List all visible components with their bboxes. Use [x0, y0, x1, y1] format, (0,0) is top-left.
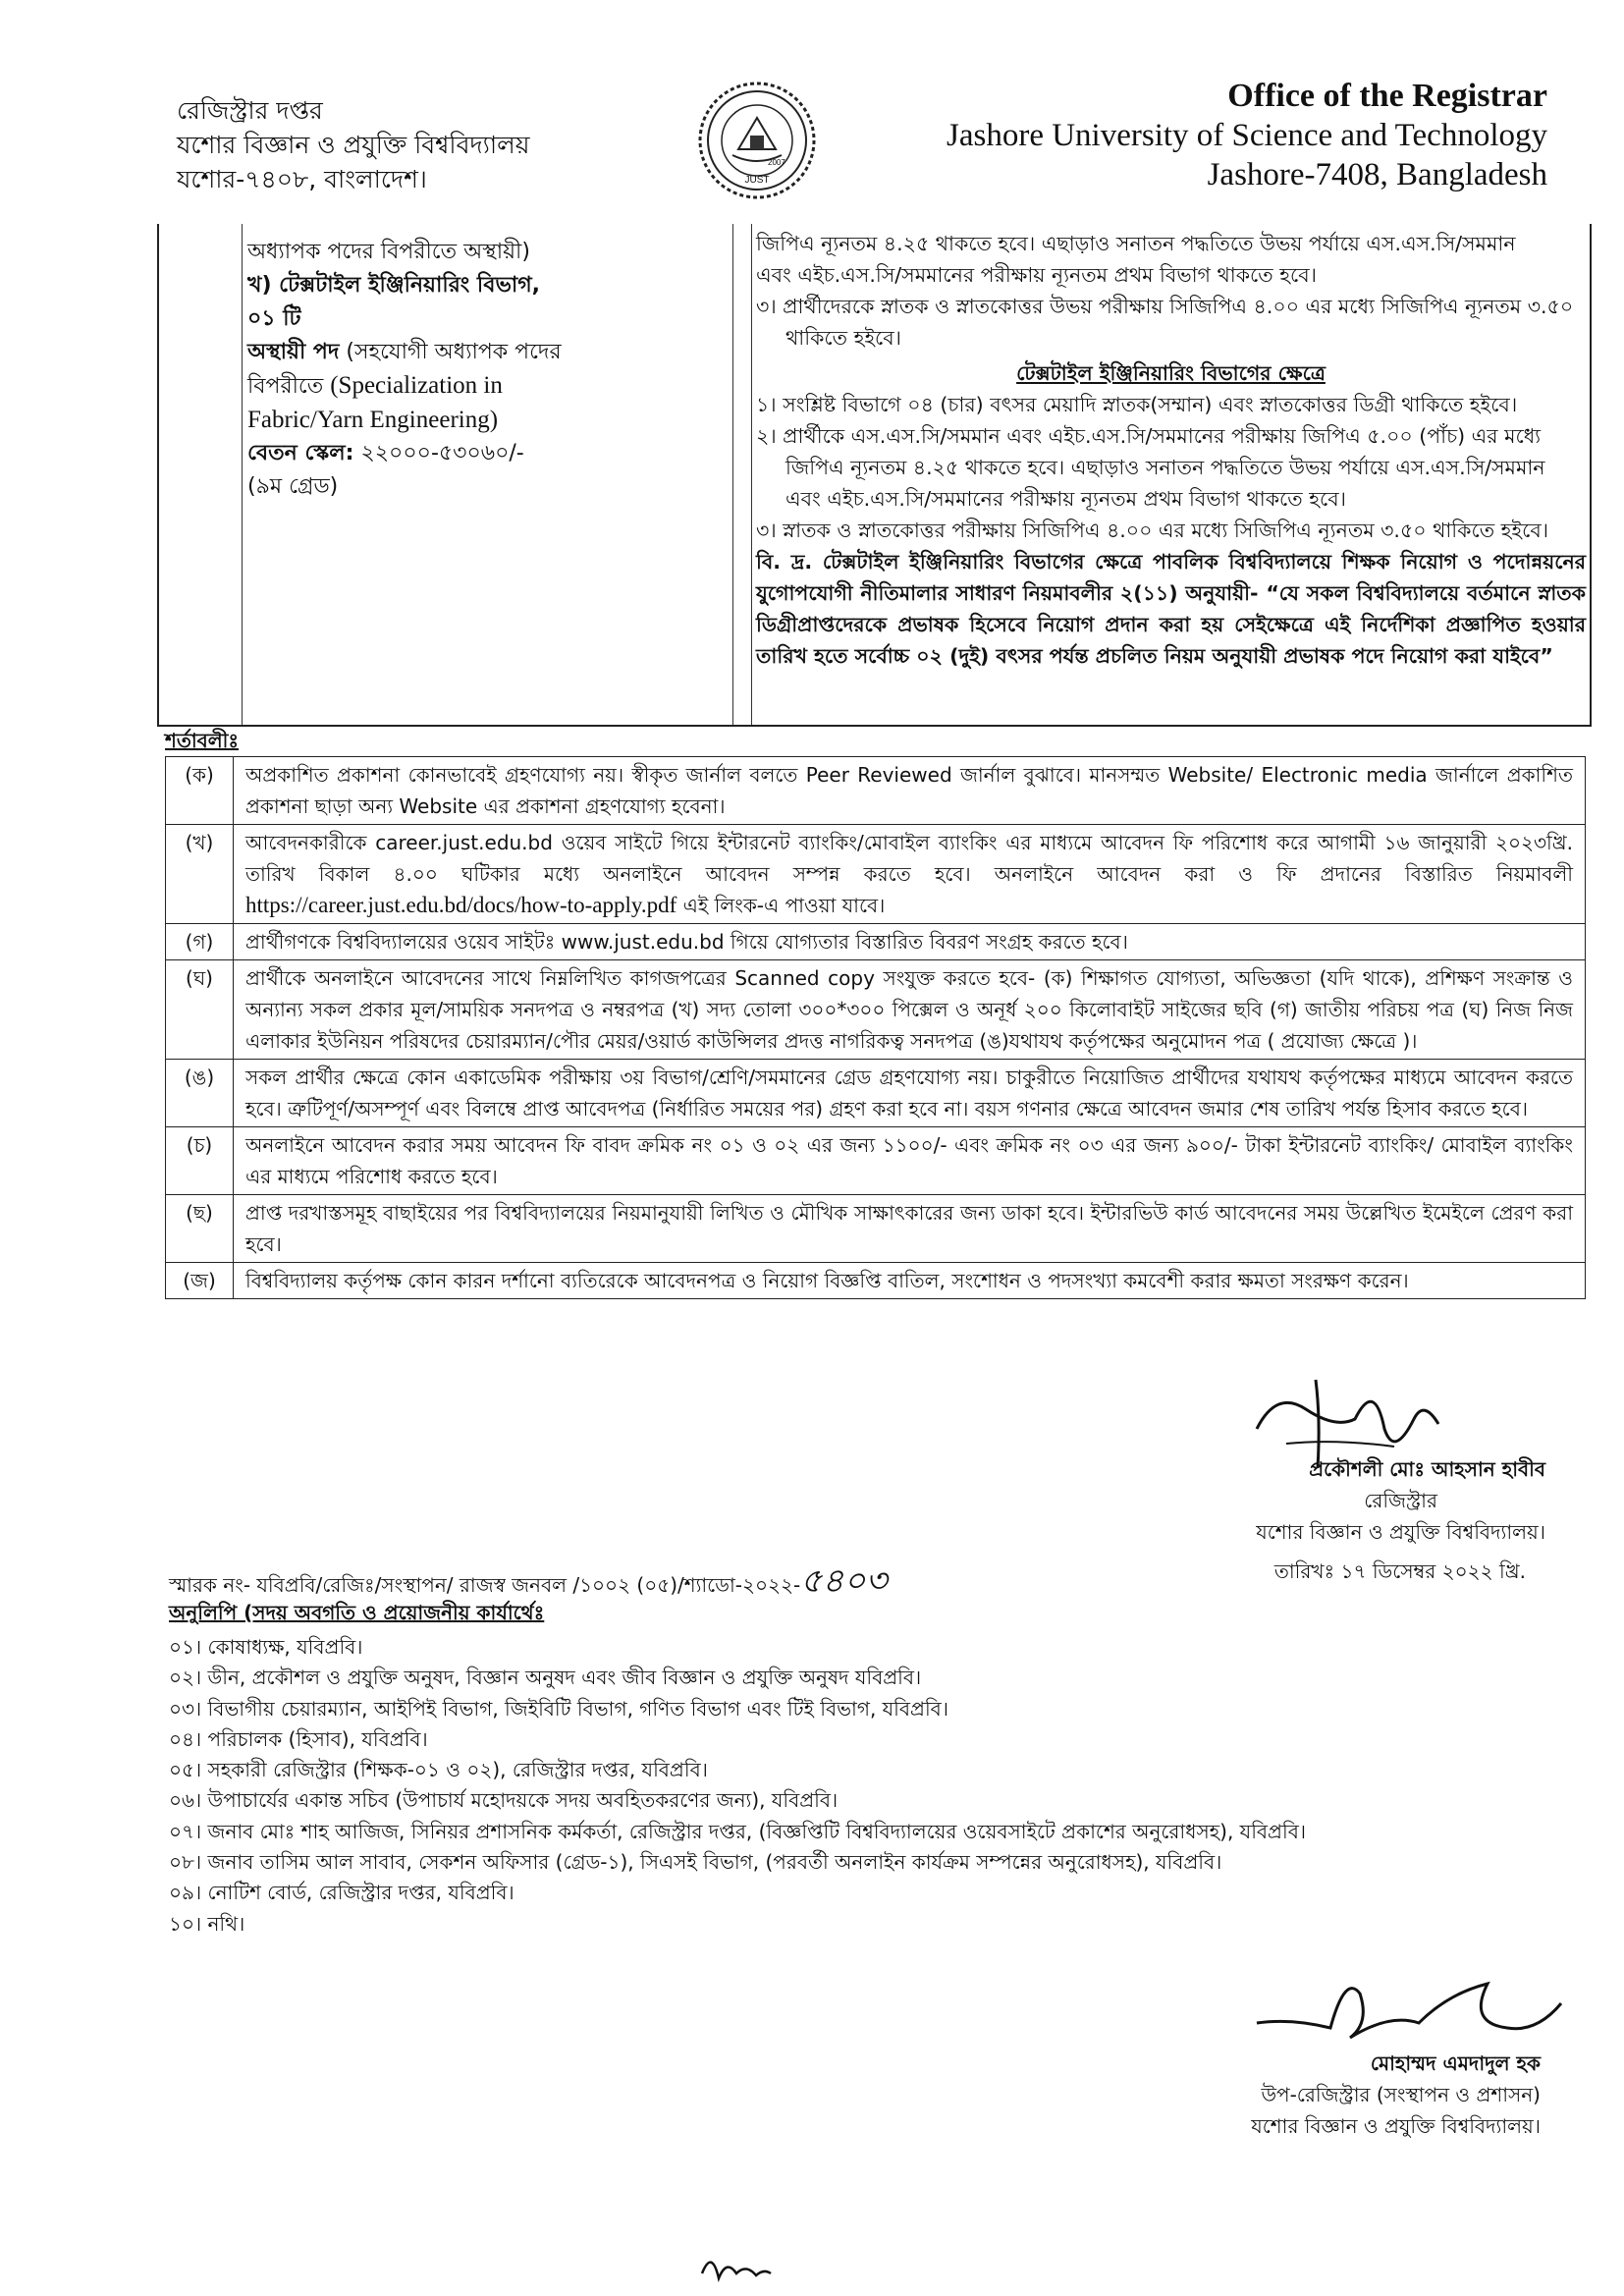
- logo-year: 2007: [768, 158, 785, 167]
- req-item: ১। সংশ্লিষ্ট বিভাগে ০৪ (চার) বৎসর মেয়াদি স্নাতক(সম্মান) এবং স্নাতকোত্তর ডিগ্রী থাকিতে হইবে।: [756, 393, 1518, 416]
- copy-item: ০১। কোষাধ্যক্ষ, যবিপ্রবি।: [169, 1635, 363, 1659]
- condition-key: (ঙ): [166, 1060, 234, 1127]
- post-specialization-field: Fabric/Yarn Engineering): [247, 407, 499, 433]
- pay-scale: [247, 437, 562, 470]
- pay-scale-label: বেতন স্কেল:: [247, 441, 354, 465]
- deputy-registrar-org: যশোর বিজ্ঞান ও প্রযুক্তি বিশ্ববিদ্যালয়।: [1251, 2114, 1541, 2138]
- copy-item: ০৯। নোটিশ বোর্ড, রেজিস্ট্রার দপ্তর, যবিপ্রবি।: [169, 1881, 514, 1905]
- condition-row: [166, 1263, 1586, 1299]
- condition-text: অনলাইনে আবেদন করার সময় আবেদন ফি বাবদ ক্রমিক নং ০১ ও ০২ এর জন্য ১১০০/- এবং ক্রমিক নং ০৩ এর জন্য ৯০০/- টাকা ইন্টারনেট ব্যাংকিং/ মোবাইল ব্যাংকিং এর মাধ্যমে পরিশোধ করতে হবে।: [234, 1127, 1586, 1195]
- deputy-registrar-name-text: মোহাম্মদ এমদাদুল হক: [1370, 2051, 1541, 2075]
- conditions-table: [165, 756, 1586, 1299]
- copy-item: ০৬। উপাচার্যের একান্ত সচিব (উপাচার্য মহোদয়কে সদয় অবহিতকরণের জন্য), যবিপ্রবি।: [169, 1788, 839, 1813]
- registrar-block: [1256, 1453, 1545, 1548]
- condition-row: [166, 757, 1586, 825]
- conditions-label: শর্তাবলীঃ: [165, 729, 240, 752]
- condition-text: প্রাপ্ত দরখাস্তসমূহ বাছাইয়ের পর বিশ্ববিদ্যালয়ের নিয়মানুযায়ী লিখিত ও মৌখিক সাক্ষাৎকারের জন্য ডাকা হবে। ইন্টারভিউ কার্ড আবেদনের সময় উল্লেখিত ইমেইলে প্রেরণ করা হবে।: [234, 1195, 1586, 1263]
- logo-abbr: JUST: [744, 175, 770, 186]
- deputy-registrar-signature: [1252, 1954, 1566, 2052]
- university-name-bn: যশোর বিজ্ঞান ও প্রযুক্তি বিশ্ববিদ্যালয়: [177, 131, 530, 159]
- post-line: [247, 336, 562, 369]
- address-bn: যশোর-৭৪০৮, বাংলাদেশ।: [177, 165, 427, 193]
- post-line: অধ্যাপক পদের বিপরীতে অস্থায়ী): [247, 240, 530, 264]
- condition-key: (ঘ): [166, 960, 234, 1060]
- copies-list: [169, 1632, 1306, 1940]
- condition-text: সকল প্রার্থীর ক্ষেত্রে কোন একাডেমিক পরীক্ষায় ৩য় বিভাগ/শ্রেণি/সমমানের গ্রেড গ্রহণযোগ্য নয়। চাকুরীতে নিয়োজিত প্রার্থীদের যথাযথ কর্তৃপক্ষের মাধ্যমে আবেদন করতে হবে। ত্রুটিপূর্ণ/অসম্পূর্ণ এবং বিলম্বে প্রাপ্ত আবেদপত্র (নির্ধারিত সময়ের পর) গ্রহণ করা হবে না। বয়স গণনার ক্ষেত্রে আবেদন জমার শেষ তারিখ পর্যন্ত হিসাব করতে হবে।: [234, 1060, 1586, 1127]
- office-name-en: Office of the Registrar: [1227, 78, 1547, 114]
- condition-row: [166, 1060, 1586, 1127]
- condition-row: [166, 960, 1586, 1060]
- condition-row: [166, 924, 1586, 960]
- textile-note: বি. দ্র. টেক্সটাইল ইঞ্জিনিয়ারিং বিভাগের ক্ষেত্রে পাবলিক বিশ্ববিদ্যালয়ে শিক্ষক নিয়োগ ও পদোন্নয়নের যুগোপযোগী নীতিমালার সাধারণ নিয়মাবলীর ২(১১) অনুযায়ী- “যে সকল বিশ্ববিদ্যালয়ে বর্তমানে স্নাতক ডিগ্রীপ্রাপ্তদেরকে প্রভাষক হিসেবে নিয়োগ প্রদান করা হয় সেইক্ষেত্রে এই নির্দেশিকা প্রজ্ঞাপিত হওয়ার তারিখ হতে সর্বোচ্চ ০২ (দুই) বৎসর পর্যন্ত প্রচলিত নিয়ম অনুযায়ী প্রভাষক পদে নিয়োগ করা যাইবে”: [756, 550, 1586, 668]
- condition-text: অপ্রকাশিত প্রকাশনা কোনভাবেই গ্রহণযোগ্য নয়। স্বীকৃত জার্নাল বলতে Peer Reviewed জার্নাল বুঝাবে। মানসম্মত Website/ Electronic media জার্নালে প্রকাশিত প্রকাশনা ছাড়া অন্য Website এর প্রকাশনা গ্রহণযোগ্য হবেনা।: [234, 757, 1586, 825]
- copy-item: ০২। ডীন, প্রকৌশল ও প্রযুক্তি অনুষদ, বিজ্ঞান অনুষদ এবং জীব বিজ্ঞান ও প্রযুক্তি অনুষদ যবিপ্রবি।: [169, 1666, 922, 1690]
- condition-text: প্রার্থীগণকে বিশ্ববিদ্যালয়ের ওয়েব সাইটঃ www.just.edu.bd গিয়ে যোগ্যতার বিস্তারিত বিবরণ সংগ্রহ করতে হবে।: [234, 924, 1586, 960]
- textile-title: টেক্সটাইল ইঞ্জিনিয়ারিং বিভাগের ক্ষেত্রে: [1016, 361, 1326, 385]
- condition-key: (ক): [166, 757, 234, 825]
- copies-title: অনুলিপি (সদয় অবগতি ও প্রয়োজনীয় কার্যার্থেঃ: [169, 1601, 545, 1624]
- header-bangla: [177, 93, 530, 196]
- apply-guide-link[interactable]: https://career.just.edu.bd/docs/how-to-apply.pdf: [245, 893, 677, 917]
- condition-key: (গ): [166, 924, 234, 960]
- post-line: [247, 369, 562, 404]
- university-name-en: Jashore University of Science and Technology: [947, 118, 1547, 153]
- condition-text-after: এই লিংক-এ পাওয়া যাবে।: [677, 894, 886, 917]
- registrar-org: যশোর বিজ্ঞান ও প্রযুক্তি বিশ্ববিদ্যালয়।: [1256, 1520, 1545, 1544]
- copy-item: ০৭। জনাব মোঃ শাহ আজিজ, সিনিয়র প্রশাসনিক কর্মকর্তা, রেজিস্ট্রার দপ্তর, (বিজ্ঞপ্তিটি বিশ্ববিদ্যালয়ের ওয়েবসাইটে প্রকাশের অনুরোধসহ), যবিপ্রবি।: [169, 1819, 1306, 1843]
- condition-text: প্রার্থীকে অনলাইনে আবেদনের সাথে নিম্নলিখিত কাগজপত্রের Scanned copy সংযুক্ত করতে হবে- (ক) শিক্ষাগত যোগ্যতা, অভিজ্ঞতা (যদি থাকে), প্রশিক্ষণ সংক্রান্ত ও অন্যান্য সকল প্রকার মূল/সাময়িক সনদপত্র ও নম্বরপত্র (খ) সদ্য তোলা ৩০০*৩০০ পিক্সেল ও অনূর্ধ ২০০ কিলোবাইট সাইজের ছবি (গ) জাতীয় পরিচয় পত্র (ঘ) নিজ নিজ এলাকার ইউনিয়ন পরিষদের চেয়ারম্যান/পৌর মেয়র/ওয়ার্ড কাউন্সিলর প্রদত্ত নাগরিকত্ব সনদপত্র (ঙ)যথাযথ কর্তৃপক্ষের অনুমোদন পত্র ( প্রযোজ্য ক্ষেত্রে )।: [234, 960, 1586, 1060]
- address-en: Jashore-7408, Bangladesh: [1207, 157, 1547, 192]
- copy-item: ০৫। সহকারী রেজিস্ট্রার (শিক্ষক-০১ ও ০২), রেজিস্ট্রার দপ্তর, যবিপ্রবি।: [169, 1758, 708, 1782]
- handwritten-initial: [697, 2244, 776, 2288]
- office-name-bn: রেজিস্ট্রার দপ্তর: [177, 96, 323, 125]
- req-item: ২। প্রার্থীকে এস.এস.সি/সমমান এবং এইচ.এস.সি/সমমানের পরীক্ষায় জিপিএ ৫.০০ (পাঁচ) এর মধ্যে জিপিএ ন্যূনতম ৪.২৫ থাকতে হবে। এছাড়াও সনাতন পদ্ধতিতে উভয় পর্যায়ে এস.এস.সি/সমমান এবং এইচ.এস.সি/সমমানের পরীক্ষায় ন্যূনতম প্রথম বিভাগ থাকতে হবে।: [756, 424, 1545, 511]
- post-description: [247, 236, 562, 504]
- copy-item: ০৮। জনাব তাসিম আল সাবাব, সেকশন অফিসার (গ্রেড-১), সিএসই বিভাগ, (পরবর্তী অনলাইন কার্যক্রম সম্পন্নের অনুরোধসহ), যবিপ্রবি।: [169, 1850, 1222, 1875]
- serial-column: [159, 224, 243, 725]
- copy-item: ০৩। বিভাগীয় চেয়ারম্যান, আইপিই বিভাগ, জিইবিটি বিভাগ, গণিত বিভাগ এবং টিই বিভাগ, যবিপ্রবি।: [169, 1696, 948, 1721]
- post-type-note: (সহযোগী অধ্যাপক পদের: [346, 340, 562, 364]
- pay-scale-value: ২২০০০-৫৩০৬০/-: [360, 441, 524, 465]
- deputy-registrar-block: [1251, 2048, 1541, 2142]
- post-dept: খ) টেক্সটাইল ইঞ্জিনিয়ারিং বিভাগ, ০১ টি: [247, 273, 541, 331]
- condition-key: (ছ): [166, 1195, 234, 1263]
- post-against: বিপরীতে: [247, 374, 324, 399]
- condition-key: (জ): [166, 1263, 234, 1299]
- condition-row: [166, 825, 1586, 924]
- copy-item: ০৪। পরিচালক (হিসাব), যবিপ্রবি।: [169, 1726, 428, 1751]
- registrar-name: প্রকৌশলী মোঃ আহসান হাবীব: [1309, 1457, 1545, 1481]
- post-line: [247, 269, 562, 336]
- deputy-registrar-title: উপ-রেজিস্ট্রার (সংস্থাপন ও প্রশাসন): [1261, 2083, 1541, 2106]
- condition-text: [234, 825, 1586, 924]
- registrar-title: রেজিস্ট্রার: [1364, 1489, 1437, 1512]
- copy-item: ১০। নথি।: [169, 1911, 245, 1936]
- condition-text-main: আবেদনকারীকে career.just.edu.bd ওয়েব সাইটে গিয়ে ইন্টারনেট ব্যাংকিং/মোবাইল ব্যাংকিং এর মাধ্যমে আবেদন ফি পরিশোধ করে আগামী ১৬ জানুয়ারী ২০২৩খ্রি. তারিখ বিকাল ৪.০০ ঘটিকার মধ্যে অনলাইনে আবেদন সম্পন্ন করতে হবে। অনলাইনে আবেদন করা ও ফি প্রদানের বিস্তারিত নিয়মাবলী: [245, 831, 1573, 886]
- header-english: [947, 77, 1547, 194]
- memo-handwritten-number: ৫৪০৩: [800, 1561, 888, 1601]
- requirements: [756, 228, 1586, 672]
- req-item: ৩। স্নাতক ও স্নাতকোত্তর পরীক্ষায় সিজিপিএ ৪.০০ এর মধ্যে সিজিপিএ ন্যূনতম ৩.৫০ থাকিতে হইবে।: [756, 519, 1549, 542]
- condition-key: (খ): [166, 825, 234, 924]
- post-specialization: (Specialization in: [330, 372, 503, 399]
- condition-text: বিশ্ববিদ্যালয় কর্তৃপক্ষ কোন কারন দর্শানো ব্যতিরেকে আবেদনপত্র ও নিয়োগ বিজ্ঞপ্তি বাতিল, সংশোধন ও পদসংখ্যা কমবেশী করার ক্ষমতা সংরক্ষণ করেন।: [234, 1263, 1586, 1299]
- condition-row: [166, 1195, 1586, 1263]
- req-line: এবং এইচ.এস.সি/সমমানের পরীক্ষায় ন্যূনতম প্রথম বিভাগ থাকতে হবে।: [756, 263, 1317, 287]
- req-item: ৩। প্রার্থীদেরকে স্নাতক ও স্নাতকোত্তর উভয় পরীক্ষায় সিজিপিএ ৪.০০ এর মধ্যে সিজিপিএ ন্যূনতম ৩.৫০ থাকিতে হইবে।: [756, 295, 1574, 350]
- memo-text: স্মারক নং- যবিপ্রবি/রেজিঃ/সংস্থাপন/ রাজস্ব জনবল /১০০২ (০৫)/শ্যাডো-২০২২-: [169, 1573, 801, 1597]
- post-type: অস্থায়ী পদ: [247, 340, 340, 364]
- deputy-registrar-name: [1251, 2048, 1541, 2079]
- divider-column: [734, 224, 752, 725]
- condition-key: (চ): [166, 1127, 234, 1195]
- notice-date: তারিখঃ ১৭ ডিসেম্বর ২০২২ খ্রি.: [1273, 1559, 1526, 1583]
- grade: (৯ম গ্রেড): [247, 474, 339, 499]
- university-logo: [697, 81, 817, 200]
- req-line: জিপিএ ন্যূনতম ৪.২৫ থাকতে হবে। এছাড়াও সনাতন পদ্ধতিতে উভয় পর্যায়ে এস.এস.সি/সমমান: [756, 232, 1516, 255]
- condition-row: [166, 1127, 1586, 1195]
